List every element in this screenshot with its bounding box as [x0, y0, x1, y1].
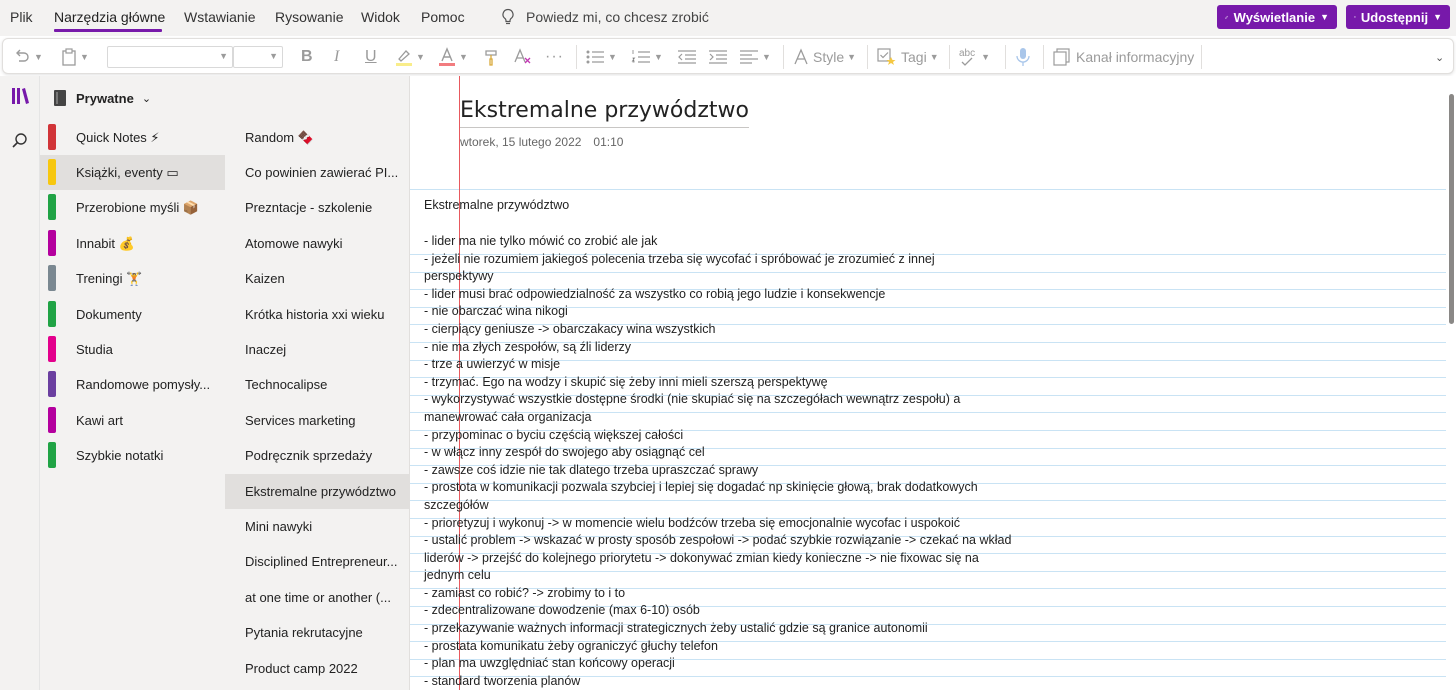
highlight-button[interactable] — [395, 47, 425, 67]
page-item[interactable] — [225, 438, 410, 473]
page-label: Mini nawyki — [245, 519, 313, 534]
section-label: Randomowe pomysły... — [76, 377, 211, 392]
search-button[interactable] — [0, 132, 40, 156]
chevron-down-icon: ▼ — [1320, 12, 1329, 22]
ruled-line — [410, 189, 1446, 190]
note-line: - lider ma nie tylko mówić co zrobić ale jak — [424, 234, 658, 248]
chevron-down-icon: ▼ — [654, 52, 663, 62]
styles-label: Style — [813, 49, 845, 65]
section-color-tab — [48, 230, 56, 256]
page-item[interactable] — [225, 120, 410, 155]
note-line: - trze a uwierzyć w misje — [424, 357, 561, 372]
page-item[interactable] — [225, 580, 410, 615]
chevron-down-icon: ▼ — [416, 52, 425, 62]
page-label: Product camp 2022 — [245, 661, 358, 676]
undo-button[interactable] — [13, 47, 43, 67]
note-line: - w włącz inny zespół do swojego aby osiągnąć cel — [424, 445, 705, 460]
undo-icon — [13, 49, 31, 65]
section-item[interactable] — [40, 226, 225, 261]
format-painter-button[interactable] — [483, 47, 501, 67]
menu-bar — [0, 0, 1456, 36]
ribbon-divider — [867, 45, 868, 69]
tag-checkbox-icon — [877, 48, 897, 66]
section-label: Kawi art — [76, 413, 123, 428]
share-button[interactable] — [1346, 5, 1450, 29]
note-body[interactable] — [424, 233, 1064, 690]
clipboard-icon — [61, 48, 77, 66]
lightbulb-icon — [500, 8, 516, 26]
page-item[interactable] — [225, 226, 410, 261]
note-line: - jeżeli nie rozumiem jakiegoś polecenia trzeba się wycofać i spróbować je zrozumieć z innej — [424, 251, 935, 266]
align-left-icon — [739, 49, 759, 65]
page-label: Random 🍫 — [245, 129, 314, 145]
numbered-list-icon — [631, 49, 651, 65]
indent-icon — [708, 49, 728, 65]
feed-button[interactable] — [1053, 47, 1194, 67]
font-color-icon — [438, 47, 456, 67]
feed-icon — [1053, 48, 1071, 66]
section-color-tab — [48, 371, 56, 397]
share-icon — [1354, 10, 1356, 24]
tell-me-box[interactable] — [500, 8, 709, 26]
dictate-button[interactable] — [1015, 47, 1031, 67]
section-color-tab — [48, 194, 56, 220]
section-color-tab — [48, 124, 56, 150]
section-label: Quick Notes ⚡ — [76, 129, 160, 145]
more-format-button[interactable]: ··· — [545, 48, 564, 65]
ribbon-divider — [1043, 45, 1044, 69]
note-line: - zdecentralizowane dowodzenie (max 6-10) osób — [424, 603, 700, 618]
tags-button[interactable] — [877, 47, 939, 67]
font-size-select[interactable] — [233, 46, 283, 68]
page-item[interactable] — [225, 403, 410, 438]
section-label: Dokumenty — [76, 307, 142, 322]
page-label: Atomowe nawyki — [245, 236, 343, 251]
align-button[interactable] — [739, 47, 771, 67]
page-label: Ekstremalne przywództwo — [245, 484, 396, 499]
chevron-down-icon: ▼ — [34, 52, 43, 62]
chevron-down-icon: ▼ — [762, 52, 771, 62]
page-date: wtorek, 15 lutego 2022 — [460, 135, 582, 149]
menu-file[interactable]: Plik — [10, 9, 33, 25]
view-mode-label: Wyświetlanie — [1233, 9, 1316, 25]
section-item[interactable] — [40, 261, 225, 296]
chevron-down-icon: ▼ — [459, 52, 468, 62]
section-color-tab — [48, 442, 56, 468]
page-datetime — [460, 135, 623, 149]
section-item[interactable] — [40, 297, 225, 332]
page-label: Inaczej — [245, 342, 287, 357]
styles-button[interactable] — [793, 47, 856, 67]
page-label: at one time or another (... — [245, 590, 391, 605]
chevron-down-icon: ▼ — [80, 52, 89, 62]
note-line: - przypominac o byciu częścią większej całości — [424, 427, 684, 442]
underline-button[interactable]: U — [365, 48, 377, 65]
section-label: Książki, eventy ▭ — [76, 164, 179, 180]
note-heading[interactable]: Ekstremalne przywództwo — [424, 198, 570, 212]
bullets-button[interactable] — [585, 47, 617, 67]
search-icon — [11, 132, 29, 150]
menu-help[interactable]: Pomoc — [421, 9, 465, 25]
page-label: Kaizen — [245, 271, 285, 286]
navigation-rail — [0, 76, 40, 690]
section-color-tab — [48, 301, 56, 327]
note-line: - ustalić problem -> wskazać w prosty sposób zespołowi -> podać szybkie rozwiązanie -> czekać na wkład — [424, 533, 1012, 548]
note-line: - nie ma złych zespołów, są źli liderzy — [424, 339, 632, 354]
menu-view[interactable]: Widok — [361, 9, 400, 25]
page-label: Co powinien zawierać PI... — [245, 165, 399, 180]
highlighter-icon — [395, 47, 413, 67]
italic-button[interactable]: I — [334, 48, 340, 65]
section-color-tab — [48, 336, 56, 362]
chevron-down-icon: ▼ — [929, 52, 939, 62]
chevron-down-icon: ⌄ — [1435, 51, 1445, 64]
format-painter-icon — [483, 48, 501, 66]
section-label: Przerobione myśli 📦 — [76, 199, 200, 215]
chevron-down-icon: ▼ — [219, 51, 228, 61]
page-item[interactable] — [225, 509, 410, 544]
page-label: Disciplined Entrepreneur... — [245, 554, 398, 569]
page-item[interactable] — [225, 297, 410, 332]
note-line: - lider musi brać odpowiedzialność za wszystko co robią jego ludzie i konsekwencje — [424, 286, 886, 301]
font-family-select[interactable] — [107, 46, 233, 68]
tell-me-text: Powiedz mi, co chcesz zrobić — [526, 9, 709, 25]
page-item[interactable] — [225, 155, 410, 190]
note-line: manewrować cała organizacja — [424, 409, 592, 424]
menu-draw[interactable]: Rysowanie — [275, 9, 344, 25]
page-item[interactable] — [225, 651, 410, 686]
page-item[interactable] — [225, 544, 410, 579]
ribbon-divider — [576, 45, 577, 69]
active-tab-indicator — [54, 29, 162, 32]
bullet-list-icon — [585, 49, 605, 65]
note-line: - zawsze coś idzie nie tak dlatego trzeba upraszczać sprawy — [424, 462, 759, 477]
ribbon-expand-button[interactable] — [1435, 47, 1444, 67]
section-item[interactable] — [40, 367, 225, 402]
increase-indent-button[interactable] — [708, 47, 728, 67]
page-label: Technocalipse — [245, 377, 328, 392]
decrease-indent-button[interactable] — [677, 47, 697, 67]
clear-format-button[interactable] — [513, 47, 533, 67]
page-title[interactable]: Ekstremalne przywództwo — [460, 98, 749, 128]
note-line: - standard tworzenia planów — [424, 673, 581, 688]
checkmark-icon — [961, 57, 973, 67]
spelling-button[interactable] — [959, 47, 990, 67]
section-label: Innabit 💰 — [76, 235, 135, 251]
note-line: - prostata komunikatu żeby ograniczyć głuchy telefon — [424, 638, 718, 653]
spelling-icon: abc — [959, 47, 976, 59]
page-item[interactable] — [225, 332, 410, 367]
notebook-name: Prywatne — [76, 90, 134, 106]
note-line: jednym celu — [424, 568, 491, 583]
note-canvas[interactable] — [410, 76, 1446, 690]
section-item[interactable] — [40, 438, 225, 473]
section-item[interactable] — [40, 190, 225, 225]
tags-label: Tagi — [901, 49, 927, 65]
chevron-down-icon: ▼ — [847, 52, 857, 62]
section-label: Treningi 🏋 — [76, 270, 143, 286]
chevron-down-icon: ▼ — [608, 52, 617, 62]
ribbon-divider — [1201, 45, 1202, 69]
styles-icon — [793, 48, 811, 66]
page-label: Services marketing — [245, 413, 356, 428]
ribbon-divider — [783, 45, 784, 69]
section-item[interactable] — [40, 403, 225, 438]
ribbon-toolbar — [2, 38, 1454, 74]
notebooks-button[interactable] — [0, 86, 40, 110]
note-line: - plan ma uwzględniać stan końcowy operacji — [424, 656, 675, 671]
notebooks-icon — [10, 86, 30, 106]
note-line: - nie obarczać wina nikogi — [424, 304, 568, 319]
ribbon-divider — [949, 45, 950, 69]
numbering-button[interactable] — [631, 47, 663, 67]
page-item[interactable] — [225, 261, 410, 296]
page-item[interactable] — [225, 615, 410, 650]
notebook-icon — [52, 89, 68, 107]
pages-pane — [225, 76, 410, 690]
menu-insert[interactable]: Wstawianie — [184, 9, 256, 25]
section-item[interactable] — [40, 120, 225, 155]
page-label: Pytania rekrutacyjne — [245, 625, 363, 640]
section-color-tab — [48, 265, 56, 291]
note-line: szczegółów — [424, 497, 489, 512]
page-item[interactable] — [225, 367, 410, 402]
page-item-selected[interactable] — [225, 474, 410, 509]
feed-label: Kanał informacyjny — [1076, 49, 1195, 65]
note-line: liderów -> przejść do kolejnego priorytetu -> dokonywać zmian kiedy konieczne -> nie fixowac się na — [424, 550, 979, 565]
page-label: Prezntacje - szkolenie — [245, 200, 373, 215]
microphone-icon — [1015, 47, 1031, 67]
chevron-down-icon: ▼ — [269, 51, 278, 61]
section-label: Studia — [76, 342, 113, 357]
sections-pane — [40, 76, 225, 690]
share-label: Udostępnij — [1360, 9, 1429, 25]
bold-button[interactable]: B — [301, 48, 313, 65]
page-label: Krótka historia xxi wieku — [245, 307, 385, 322]
chevron-down-icon: ▼ — [981, 52, 991, 62]
menu-home[interactable]: Narzędzia główne — [54, 9, 166, 25]
scroll-thumb[interactable] — [1449, 94, 1454, 324]
chevron-down-icon: ⌄ — [141, 92, 152, 105]
pen-icon — [1225, 10, 1229, 24]
view-mode-button[interactable] — [1217, 5, 1337, 29]
note-line: - cierpiący geniusze -> obarczakacy wina wszystkich — [424, 321, 716, 336]
note-line: - prostota w komunikacji pozwala szybciej i lepiej się dogadać np skinięcie głową, brak dodatkowych — [424, 480, 978, 495]
font-color-button[interactable] — [438, 47, 468, 67]
page-time: 01:10 — [593, 135, 624, 149]
clear-format-icon — [513, 48, 533, 66]
page-label: Podręcznik sprzedaży — [245, 448, 373, 463]
section-color-tab — [48, 407, 56, 433]
note-line: - zamiast co robić? -> zrobimy to i to — [424, 585, 626, 600]
section-color-tab — [48, 159, 56, 185]
clipboard-button[interactable] — [61, 47, 89, 67]
note-line: perspektywy — [424, 269, 494, 284]
section-item[interactable] — [40, 155, 225, 190]
vertical-scrollbar[interactable] — [1446, 76, 1456, 690]
section-label: Szybkie notatki — [76, 448, 164, 463]
section-item[interactable] — [40, 332, 225, 367]
ribbon-divider — [1005, 45, 1006, 69]
outdent-icon — [677, 49, 697, 65]
note-line: - wykorzystywać wszystkie dostępne środki (nie skupiać się na szczegółach wewnątrz zespołu) a — [424, 392, 961, 407]
note-line: - trzymać. Ego na wodzy i skupić się żeby inni mieli szerszą perspektywę — [424, 374, 828, 389]
note-line: - prioretyzuj i wykonuj -> w momencie wielu bodźców trzeba się emocjonalnie wycofac i uspokoić — [424, 515, 960, 530]
note-line: - przekazywanie ważnych informacji strategicznych żeby ustalić gdzie są granice autonomii — [424, 621, 928, 636]
chevron-down-icon: ▼ — [1433, 12, 1442, 22]
page-item[interactable] — [225, 190, 410, 225]
